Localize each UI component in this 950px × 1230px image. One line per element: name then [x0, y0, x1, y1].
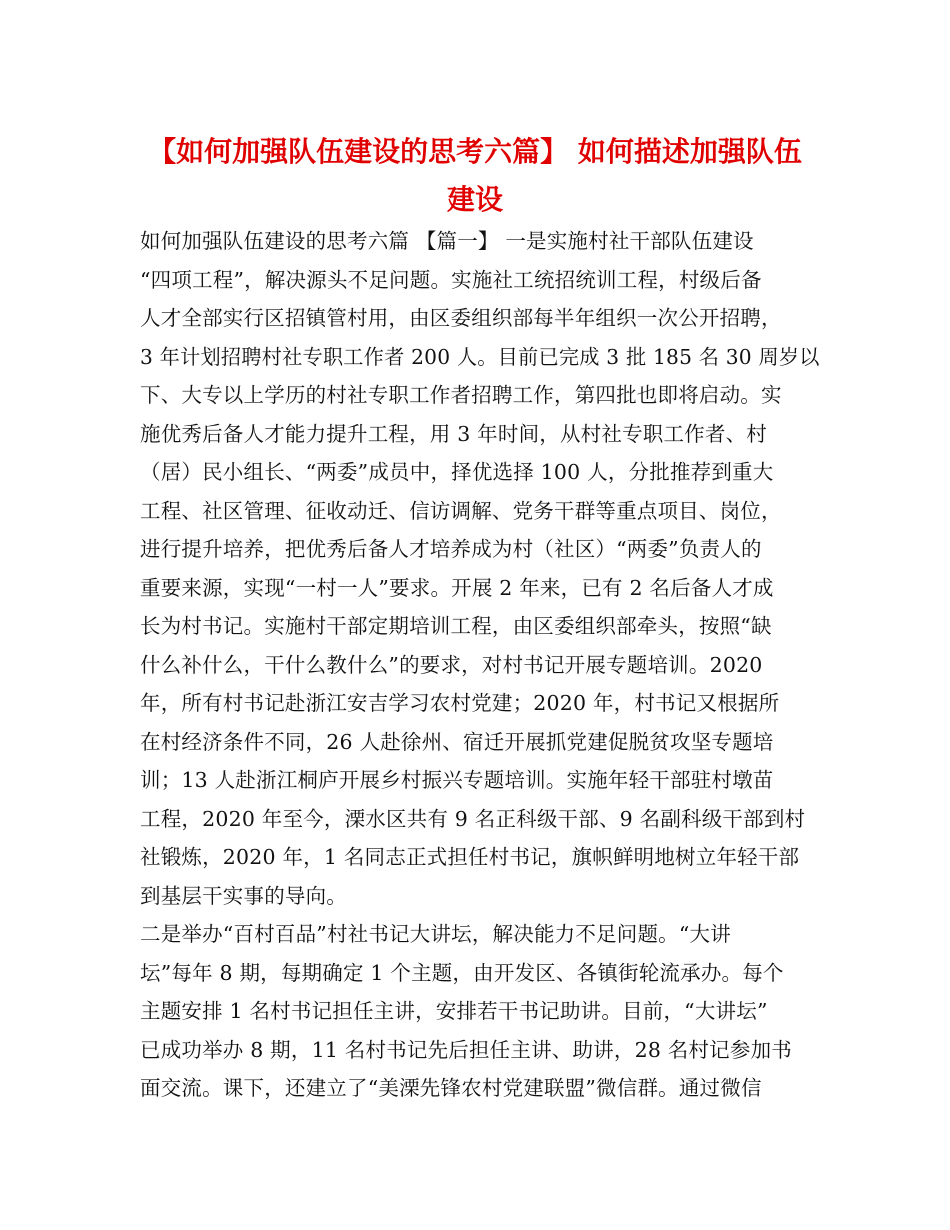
body-line: 长为村书记。实施村干部定期培训工程，由区委组织部牵头，按照“缺 [140, 614, 772, 638]
body-line: 进行提升培养，把优秀后备人才培养成为村（社区）“两委”负责人的 [140, 537, 762, 561]
body-line: 到基层干实事的导向。 [140, 883, 347, 908]
body-line: 下、大专以上学历的村社专职工作者招聘工作，第四批也即将启动。实 [140, 383, 782, 407]
body-line: 重要来源，实现“一村一人”要求。开展 2 年来，已有 2 名后备人才成 [140, 575, 774, 600]
body-line: 工程，2020 年至今，溧水区共有 9 名正科级干部、9 名副科级干部到村 [140, 806, 806, 831]
body-line: 训；13 人赴浙江桐庐开展乡村振兴专题培训。实施年轻干部驻村墩苗 [140, 768, 774, 792]
body-line: “四项工程”，解决源头不足问题。实施社工统招统训工程，村级后备 [140, 267, 762, 292]
body-line: 在村经济条件不同，26 人赴徐州、宿迁开展抓党建促脱贫攻坚专题培 [140, 729, 774, 754]
body-line: 什么补什么，干什么教什么”的要求，对村书记开展专题培训。2020 [140, 652, 763, 677]
body-line: 社锻炼，2020 年，1 名同志正式担任村书记，旗帜鲜明地树立年轻干部 [140, 845, 800, 869]
body-line: 已成功举办 8 期，11 名村书记先后担任主讲、助讲，28 名村记参加书 [140, 1037, 792, 1062]
document-title-line-1: 【如何加强队伍建设的思考六篇】 如何描述加强队伍 [148, 135, 802, 168]
body-line: 坛”每年 8 期，每期确定 1 个主题，由开发区、各镇街轮流承办。每个 [140, 960, 784, 985]
document-title-line-2: 建设 [446, 183, 503, 216]
body-line: 主题安排 1 名村书记担任主讲，安排若干书记助讲。目前，“大讲坛” [140, 999, 768, 1023]
document-body [140, 222, 820, 1108]
body-line: 人才全部实行区招镇管村用，由区委组织部每半年组织一次公开招聘， [140, 306, 782, 330]
body-line: 施优秀后备人才能力提升工程，用 3 年时间，从村社专职工作者、村 [140, 421, 767, 446]
body-line: 年，所有村书记赴浙江安吉学习农村党建；2020 年，村书记又根据所 [140, 691, 780, 715]
body-line: 工程、社区管理、征收动迁、信访调解、党务干群等重点项目、岗位， [140, 498, 782, 523]
body-line: 面交流。课下，还建立了“美溧先锋农村党建联盟”微信群。通过微信 [140, 1076, 762, 1100]
body-line: （居）民小组长、“两委”成员中，择优选择 100 人，分批推荐到重大 [140, 460, 774, 484]
body-line: 二是举办“百村百品”村社书记大讲坛，解决能力不足问题。“大讲 [140, 922, 731, 946]
body-line: 如何加强队伍建设的思考六篇 【篇一】 一是实施村社干部队伍建设 [140, 229, 754, 253]
body-line: 3 年计划招聘村社专职工作者 200 人。目前已完成 3 批 185 名 30 周岁以 [140, 344, 820, 369]
